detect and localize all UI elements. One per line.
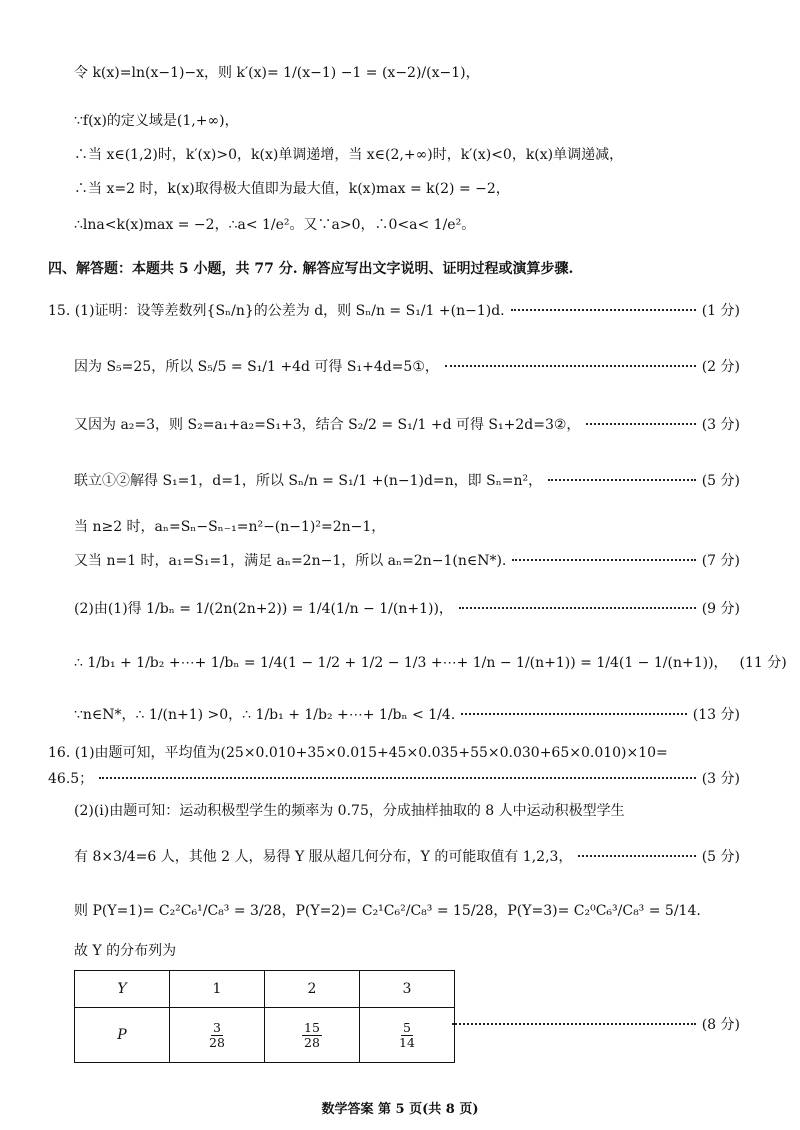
q16-line-5 (74, 900, 740, 920)
q15-5-text: 当 n≥2 时，aₙ=Sₙ−Sₙ₋₁=n²−(n−1)²=2n−1， (74, 519, 386, 535)
line-2 (74, 110, 740, 130)
table-cell (360, 1008, 455, 1063)
score: (3 分) (701, 771, 740, 787)
score: (1 分) (701, 303, 740, 319)
line-4 (74, 178, 740, 198)
line-1 (74, 62, 740, 82)
q15-line-6 (74, 550, 740, 570)
table-row (75, 1008, 455, 1063)
q16-line-4 (74, 846, 740, 866)
q15-1-text: 15. (1)证明：设等差数列{Sₙ/n}的公差为 d，则 Sₙ/n = S₁/1 +(n−1)d. (48, 303, 505, 319)
score: (7 分) (701, 553, 740, 569)
section-heading (48, 258, 740, 278)
numerator: 15 (304, 1020, 320, 1036)
leader (459, 607, 696, 609)
l2-text: ∵f(x)的定义域是(1,+∞)， (74, 113, 239, 129)
l4-text: ∴当 x=2 时，k(x)取得极大值即为最大值，k(x)max = k(2) = −2， (74, 181, 510, 197)
q15-7-text: (2)由(1)得 1/bₙ = 1/(2n(2n+2)) = 1/4(1/n − 1/(n+1))， (74, 601, 453, 617)
score: (8 分) (701, 1017, 740, 1033)
leader (578, 855, 695, 857)
q15-2-text: 因为 S₅=25，所以 S₅/5 = S₁/1 +4d 可得 S₁+4d=5①， (74, 359, 439, 375)
leader (445, 365, 696, 367)
score: (3 分) (701, 417, 740, 433)
line-3 (74, 144, 740, 164)
q15-line-2 (74, 356, 740, 376)
fraction (302, 1021, 322, 1048)
q15-line-5 (74, 516, 740, 536)
leader (452, 1023, 696, 1025)
score: (13 分) (692, 707, 740, 723)
line-5 (74, 214, 740, 234)
table-cell: 3 (360, 971, 455, 1008)
q16-line-1 (48, 742, 740, 762)
page-footer: 数学答案 第 5 页(共 8 页) (321, 1102, 479, 1117)
score: (5 分) (701, 849, 740, 865)
table-cell (170, 1008, 265, 1063)
table-cell: P (75, 1008, 170, 1063)
q16-2-text: 46.5； (48, 771, 94, 787)
q15-line-3 (74, 414, 740, 434)
leader (586, 423, 695, 425)
q15-3-text: 又因为 a₂=3，则 S₂=a₁+a₂=S₁+3，结合 S₂/2 = S₁/1 +d 可得 S₁+2d=3②， (74, 417, 581, 433)
q16-4-text: 有 8×3/4=6 人，其他 2 人，易得 Y 服从超几何分布，Y 的可能取值有 1,2,3， (74, 849, 573, 865)
score: (9 分) (701, 601, 740, 617)
table-header-row (75, 971, 455, 1008)
q15-line-9 (74, 704, 740, 724)
q16-line-3 (74, 800, 740, 820)
q15-6-text: 又当 n=1 时，a₁=S₁=1，满足 aₙ=2n−1，所以 aₙ=2n−1(n∈N*). (74, 553, 507, 569)
denominator: 14 (399, 1034, 415, 1050)
q15-4-text: 联立①②解得 S₁=1，d=1，所以 Sₙ/n = S₁/1 +(n−1)d=n，即 Sₙ=n²， (74, 473, 543, 489)
q16-1-text: 16. (1)由题可知，平均值为(25×0.010+35×0.015+45×0.035+55×0.030+65×0.010)×10= (48, 745, 668, 761)
q15-8-text: ∴ 1/b₁ + 1/b₂ +⋯+ 1/bₙ = 1/4(1 − 1/2 + 1/2 − 1/3 +⋯+ 1/n − 1/(n+1)) = 1/4(1 − 1/(n+1))， (74, 655, 728, 671)
q15-line-7 (74, 598, 740, 618)
table-cell: 1 (170, 971, 265, 1008)
q16-line-6 (74, 940, 740, 960)
denominator: 28 (209, 1034, 225, 1050)
line-1-text (74, 62, 480, 82)
table-cell: 2 (265, 971, 360, 1008)
q16-5-text: 则 P(Y=1)= C₂²C₆¹/C₈³ = 3/28，P(Y=2)= C₂¹C₆²/C₈³ = 15/28，P(Y=3)= C₂⁰C₆³/C₈³ = 5/14. (74, 903, 701, 919)
leader (461, 713, 687, 715)
table-cell: Y (75, 971, 170, 1008)
leader (511, 309, 696, 311)
q15-9-text: ∵n∈N*，∴ 1/(n+1) >0，∴ 1/b₁ + 1/b₂ +⋯+ 1/bₙ < 1/4. (74, 707, 456, 723)
q15-line-1 (48, 300, 740, 320)
table-score-line (446, 1014, 740, 1034)
q15-line-4 (74, 470, 740, 490)
numerator: 3 (213, 1020, 221, 1036)
q16-3-text: (2)(ⅰ)由题可知：运动积极型学生的频率为 0.75，分成抽样抽取的 8 人中运动积极型学生 (74, 803, 625, 819)
q15-line-8 (74, 652, 787, 672)
leader (99, 777, 696, 779)
l1-text: 令 k(x)=ln(x−1)−x，则 k′(x)= 1/(x−1) −1 = (x−2)/(x−1)， (74, 65, 480, 81)
leader (512, 559, 695, 561)
q16-6-text: 故 Y 的分布列为 (74, 943, 177, 959)
section-text: 四、解答题：本题共 5 小题，共 77 分. 解答应写出文字说明、证明过程或演算步骤. (48, 261, 574, 277)
l3-text: ∴当 x∈(1,2)时，k′(x)>0，k(x)单调递增，当 x∈(2,+∞)时，k′(x)<0，k(x)单调递减， (74, 147, 624, 163)
table-cell (265, 1008, 360, 1063)
fraction (397, 1021, 417, 1048)
l5-text: ∴lna<k(x)max = −2，∴a< 1/e²。又∵a>0，∴0<a< 1/e²。 (74, 217, 476, 233)
q16-line-2 (48, 768, 740, 788)
leader (548, 479, 696, 481)
score: (5 分) (701, 473, 740, 489)
score: (11 分) (739, 655, 787, 671)
distribution-table (74, 970, 455, 1063)
score: (2 分) (701, 359, 740, 375)
numerator: 5 (403, 1020, 411, 1036)
fraction (207, 1021, 227, 1048)
denominator: 28 (304, 1034, 320, 1050)
